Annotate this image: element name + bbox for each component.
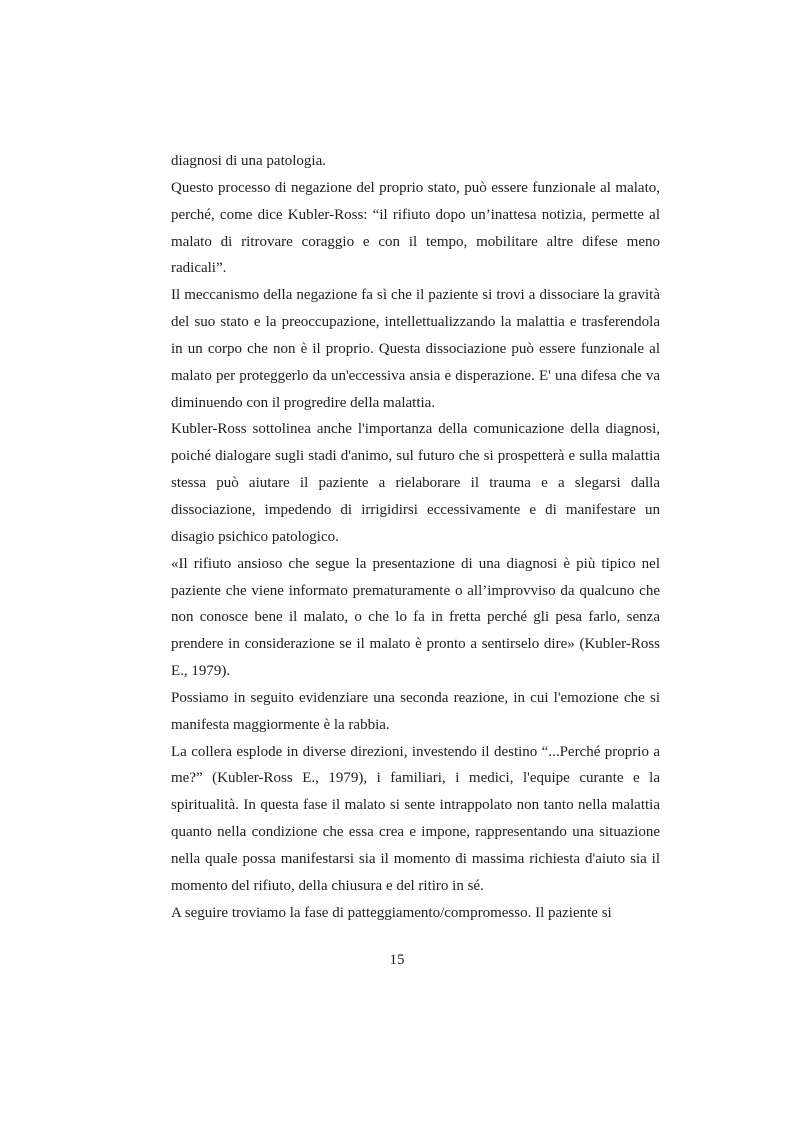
- paragraph: Questo processo di negazione del proprio stato, può essere funzionale al malato, perché, come dice Kubler-Ross: “il rifiuto dopo un’inattesa notizia, permette al malato di ritrovare coraggio e con il tempo, mobilitare altre difese meno radicali”.: [171, 179, 660, 277]
- paragraph: Il meccanismo della negazione fa sì che il paziente si trovi a dissociare la gravità del suo stato e la preoccupazione, intellettualizzando la malattia e trasferendola in un corpo che non è il proprio. Questa dissociazione può essere funzionale al malato per proteggerlo da un'eccessiva ansia e disperazione. E' una difesa che va diminuendo con il progredire della malattia.: [171, 287, 660, 411]
- page-number: 15: [389, 952, 405, 968]
- paragraph: Kubler-Ross sottolinea anche l'importanza della comunicazione della diagnosi, poiché dialogare sugli stadi d'animo, sul futuro che si prospetterà e sulla malattia stessa può aiutare il paziente a rielaborare il trauma e a slegarsi dalla dissociazione, impedendo di irrigidirsi eccessivamente e di manifestare un disagio psichico patologico.: [171, 421, 660, 545]
- paragraph: La collera esplode in diverse direzioni, investendo il destino “...Perché proprio a me?” (Kubler-Ross E., 1979), i familiari, i medici, l'equipe curante e la spiritualità. In questa fase il malato si sente intrappolato non tanto nella malattia quanto nella condizione che essa crea e impone, rappresentando una situazione nella quale possa manifestarsi sia il momento di massima richiesta d'aiuto sia il momento del rifiuto, della chiusura e del ritiro in sé.: [171, 743, 660, 894]
- paragraph: Possiamo in seguito evidenziare una seconda reazione, in cui l'emozione che si manifesta maggiormente è la rabbia.: [171, 689, 660, 733]
- body-text: [171, 148, 660, 926]
- paragraph: «Il rifiuto ansioso che segue la presentazione di una diagnosi è più tipico nel paziente che viene informato prematuramente o all’improvviso da qualcuno che non conosce bene il malato, o che lo fa in fretta perché gli pesa farlo, senza prendere in considerazione se il malato è pronto a sentirselo dire» (Kubler-Ross E., 1979).: [171, 555, 660, 680]
- paragraph: A seguire troviamo la fase di patteggiamento/compromesso. Il paziente si: [171, 904, 612, 921]
- paragraph: diagnosi di una patologia.: [171, 153, 326, 169]
